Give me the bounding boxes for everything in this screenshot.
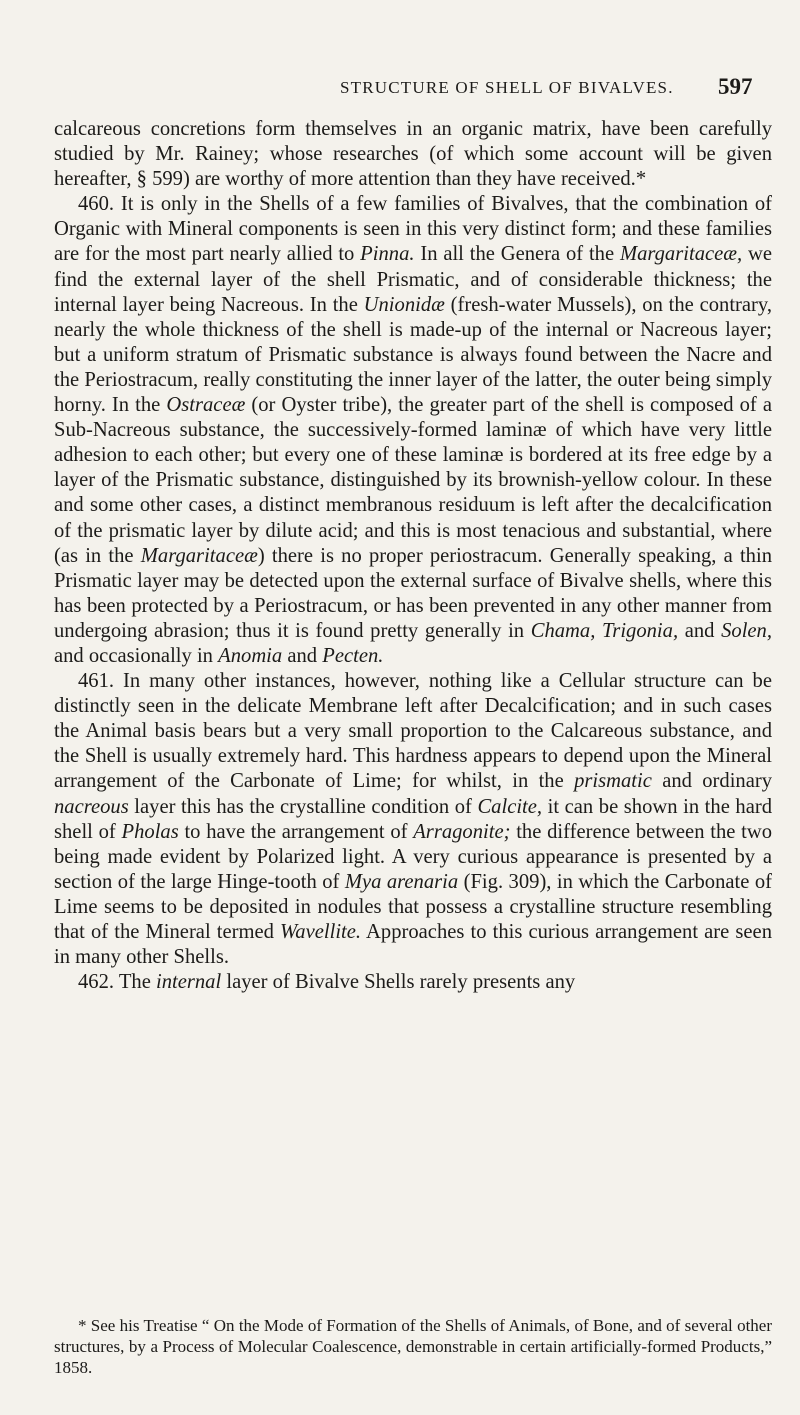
paragraph bbox=[54, 117, 772, 192]
text-run: the difference between the two being made evident by Polarized light. A very curious appearance is presented by a section of the large Hinge-tooth of bbox=[54, 820, 772, 893]
text-run: and ordinary bbox=[651, 770, 773, 793]
italic-text-run: Margaritaceæ, bbox=[619, 243, 743, 266]
text-run: layer this has the crystalline condition of bbox=[128, 795, 478, 818]
text-run: we find the external layer of the shell Prismatic, and of considerable thickness; the internal layer being Nacreous. In the bbox=[54, 243, 772, 316]
italic-text-run: prismatic bbox=[574, 770, 652, 793]
footnote bbox=[54, 1315, 772, 1378]
text-run: (Fig. 309), in which the Carbonate of Lime seems to be deposited in nodules that possess a crystalline structure resembling that of the Mineral termed bbox=[54, 870, 772, 943]
italic-text-run: Chama, bbox=[530, 619, 596, 642]
text-run: and occasionally in bbox=[54, 644, 219, 667]
italic-text-run: Pinna. bbox=[360, 243, 415, 266]
text-run: Approaches to this curious arrangement are seen in many other Shells. bbox=[54, 921, 772, 969]
running-head: STRUCTURE OF SHELL OF BIVALVES. bbox=[340, 78, 674, 97]
text-run: and bbox=[282, 644, 323, 667]
italic-text-run: Ostraceæ bbox=[166, 394, 246, 417]
text-run: (or Oyster tribe), the greater part of the shell is composed of a Sub-Nacreous substance, the successively-formed laminæ of which have very little adhesion to each other; but every one of these laminæ is bordered at its free edge by a layer of the Prismatic substance, distinguished by its brownish-yellow colour. In these and some other cases, a distinct membranous residuum is left after the decalcification of the prismatic layer by dilute acid; and this is most tenacious and substantial, where (as in the bbox=[54, 394, 772, 567]
body-text bbox=[54, 117, 772, 995]
text-run: In all the Genera of the bbox=[414, 243, 620, 266]
text-run: to have the arrangement of bbox=[178, 820, 414, 843]
paragraph-460 bbox=[54, 192, 772, 669]
italic-text-run: Solen, bbox=[721, 619, 772, 642]
text-run: 460. It is only in the Shells of a few families of Bivalves, that the combination of Organic with Mineral components is seen in this very distinct form; and these families are for the most part nearly allied to bbox=[54, 193, 772, 266]
paragraph-461 bbox=[54, 669, 772, 970]
text-run: it can be shown in the hard shell of bbox=[54, 795, 772, 843]
italic-text-run: Trigonia, bbox=[601, 619, 679, 642]
italic-text-run: Wavellite. bbox=[280, 921, 362, 943]
italic-text-run: Unionidæ bbox=[363, 293, 445, 316]
text-run: ) there is no proper periostracum. Generally speaking, a thin Prismatic layer may be detected upon the external surface of Bivalve shells, where this has been protected by a Periostracum, or has been prevented in any other manner from undergoing abrasion; thus it is found pretty generally in bbox=[54, 544, 772, 642]
text-run: and bbox=[678, 619, 722, 642]
text-run: calcareous concretions form themselves in an organic matrix, have been carefully studied by Mr. Rainey; whose researches (of which some account will be given hereafter, § 599) are worthy of more attention than they have received.* bbox=[54, 118, 772, 191]
page-header bbox=[0, 74, 800, 104]
text-run: layer of Bivalve Shells rarely presents any bbox=[221, 971, 576, 994]
italic-text-run: Pholas bbox=[121, 820, 179, 843]
text-run bbox=[595, 620, 602, 642]
italic-text-run: nacreous bbox=[54, 795, 129, 818]
italic-text-run: Anomia bbox=[218, 644, 283, 667]
italic-text-run: Pecten. bbox=[322, 644, 384, 667]
italic-text-run: Arragonite; bbox=[413, 820, 511, 843]
italic-text-run: Margaritaceæ bbox=[140, 544, 258, 567]
text-run: 462. The bbox=[78, 971, 156, 994]
page-number: 597 bbox=[718, 74, 753, 99]
italic-text-run: Mya arenaria bbox=[344, 870, 459, 893]
italic-text-run: Calcite, bbox=[477, 795, 543, 818]
text-run: 461. In many other instances, however, nothing like a Cellular structure can be distinctly seen in the delicate Membrane left after Decalcification; and in such cases the Animal basis bears but a very small proportion to the Calcareous substance, and the Shell is usually extremely hard. This hardness appears to depend upon the Mineral arrangement of the Carbonate of Lime; for whilst, in the bbox=[54, 670, 772, 793]
footnote-text: * See his Treatise “ On the Mode of Formation of the Shells of Animals, of Bone, and of several other structures, by a Process of Molecular Coalescence, demonstrable in certain artificially-formed Products,” 1858. bbox=[54, 1316, 772, 1377]
text-run: (fresh-water Mussels), on the contrary, nearly the whole thickness of the shell is made-up of the internal or Nacreous layer; but a uniform stratum of Prismatic substance is always found between the Nacre and the Periostracum, really constituting the inner layer of the latter, the outer being simply horny. In the bbox=[54, 293, 772, 417]
italic-text-run: internal bbox=[155, 971, 222, 994]
paragraph-462 bbox=[54, 970, 772, 995]
